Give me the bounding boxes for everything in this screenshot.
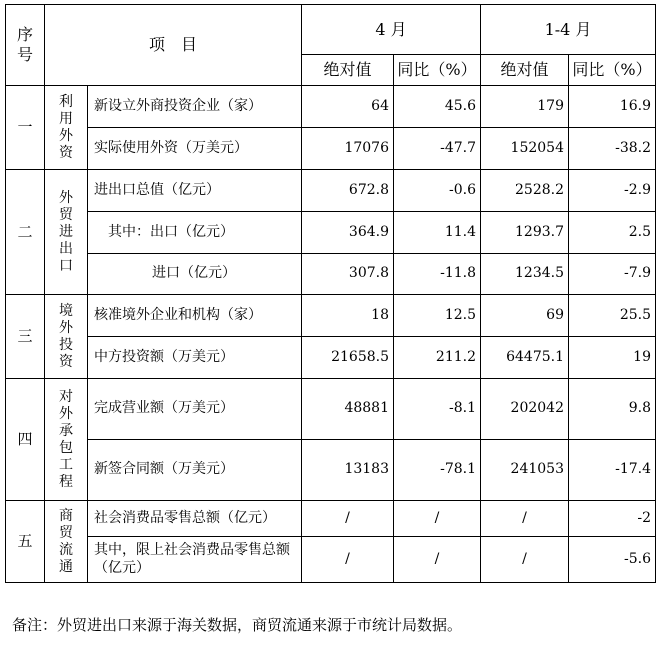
item-header: 项 目 — [45, 5, 302, 86]
ytd-abs-cell: 1234.5 — [481, 254, 569, 295]
table-row — [6, 295, 656, 337]
april-abs-cell: 13183 — [302, 440, 394, 501]
category-char: 程 — [59, 473, 73, 490]
april-abs-cell: 18 — [302, 295, 394, 337]
april-yoy-cell: 11.4 — [394, 212, 481, 254]
ytd-yoy-cell: -38.2 — [569, 128, 656, 170]
category-char: 外 — [59, 189, 73, 206]
april-yoy-cell: / — [394, 501, 481, 537]
category-char: 承 — [59, 422, 73, 439]
header-row-1 — [6, 5, 656, 55]
table-row — [6, 170, 656, 212]
category-char: 贸 — [59, 206, 73, 223]
statistics-table-container — [5, 4, 656, 583]
seq-header-char: 序 — [16, 25, 33, 44]
item-name-cell: 完成营业额（万美元） — [88, 379, 302, 440]
item-name-cell: 新设立外商投资企业（家） — [88, 86, 302, 128]
category-char: 出 — [59, 240, 73, 257]
group-seq-cell: 一 — [6, 86, 45, 170]
category-char: 资 — [59, 353, 73, 370]
group-seq-cell: 二 — [6, 170, 45, 295]
april-abs-cell: 17076 — [302, 128, 394, 170]
statistics-table — [5, 4, 656, 583]
ytd-yoy-cell: 2.5 — [569, 212, 656, 254]
april-yoy-cell: -47.7 — [394, 128, 481, 170]
category-char: 利 — [59, 93, 73, 110]
ytd-abs-cell: 179 — [481, 86, 569, 128]
april-yoy-cell: 211.2 — [394, 337, 481, 379]
april-abs-cell: 364.9 — [302, 212, 394, 254]
category-char: 商 — [59, 507, 73, 524]
group-seq-cell: 五 — [6, 501, 45, 583]
table-row — [6, 212, 656, 254]
category-char: 外 — [59, 319, 73, 336]
april-yoy-cell: -8.1 — [394, 379, 481, 440]
footnote: 备注：外贸进出口来源于海关数据，商贸流通来源于市统计局数据。 — [12, 616, 463, 634]
ytd-abs-cell: / — [481, 501, 569, 537]
ytd-abs-cell: 202042 — [481, 379, 569, 440]
table-row — [6, 379, 656, 440]
table-row — [6, 440, 656, 501]
ytd-yoy-cell: -2.9 — [569, 170, 656, 212]
ytd-abs-cell: 64475.1 — [481, 337, 569, 379]
item-name-cell: 新签合同额（万美元） — [88, 440, 302, 501]
ytd-yoy-cell: -17.4 — [569, 440, 656, 501]
table-row — [6, 501, 656, 537]
ytd-yoy-cell: 9.8 — [569, 379, 656, 440]
april-yoy-header: 同比（%） — [394, 55, 481, 86]
ytd-yoy-cell: 16.9 — [569, 86, 656, 128]
item-name-cell: 进口（亿元） — [88, 254, 302, 295]
april-yoy-cell: 12.5 — [394, 295, 481, 337]
category-char: 对 — [59, 388, 73, 405]
april-abs-cell: / — [302, 537, 394, 583]
ytd-abs-cell: 69 — [481, 295, 569, 337]
april-header: 4 月 — [302, 5, 481, 55]
category-char: 工 — [59, 456, 73, 473]
item-name-cell: 核准境外企业和机构（家） — [88, 295, 302, 337]
category-char: 口 — [59, 257, 73, 274]
item-name-cell: 中方投资额（万美元） — [88, 337, 302, 379]
ytd-abs-cell: 241053 — [481, 440, 569, 501]
group-category-cell — [45, 170, 88, 295]
item-name-cell: 其中：出口（亿元） — [88, 212, 302, 254]
april-yoy-cell: -11.8 — [394, 254, 481, 295]
april-abs-cell: 21658.5 — [302, 337, 394, 379]
ytd-yoy-cell: -5.6 — [569, 537, 656, 583]
april-abs-cell: 48881 — [302, 379, 394, 440]
ytd-abs-cell: 152054 — [481, 128, 569, 170]
april-abs-cell: 64 — [302, 86, 394, 128]
category-char: 流 — [59, 541, 73, 558]
april-abs-cell: / — [302, 501, 394, 537]
seq-header-char: 号 — [16, 45, 33, 64]
group-seq-cell: 四 — [6, 379, 45, 501]
april-abs-cell: 307.8 — [302, 254, 394, 295]
item-name-cell: 实际使用外资（万美元） — [88, 128, 302, 170]
category-char: 外 — [59, 405, 73, 422]
april-yoy-cell: -0.6 — [394, 170, 481, 212]
table-row — [6, 128, 656, 170]
table-row — [6, 86, 656, 128]
category-char: 贸 — [59, 524, 73, 541]
table-row — [6, 337, 656, 379]
april-yoy-cell: / — [394, 537, 481, 583]
group-seq-cell: 三 — [6, 295, 45, 379]
jan-apr-header: 1-4 月 — [481, 5, 656, 55]
april-abs-cell: 672.8 — [302, 170, 394, 212]
april-abs-header: 绝对值 — [302, 55, 394, 86]
ytd-abs-header: 绝对值 — [481, 55, 569, 86]
category-char: 通 — [59, 558, 73, 575]
ytd-yoy-header: 同比（%） — [569, 55, 656, 86]
ytd-yoy-cell: 19 — [569, 337, 656, 379]
category-char: 资 — [59, 144, 73, 161]
category-char: 外 — [59, 127, 73, 144]
table-row — [6, 537, 656, 583]
april-yoy-cell: 45.6 — [394, 86, 481, 128]
ytd-abs-cell: / — [481, 537, 569, 583]
category-char: 用 — [59, 110, 73, 127]
table-row — [6, 254, 656, 295]
group-category-cell — [45, 86, 88, 170]
category-char: 境 — [59, 302, 73, 319]
ytd-yoy-cell: 25.5 — [569, 295, 656, 337]
ytd-abs-cell: 2528.2 — [481, 170, 569, 212]
category-char: 投 — [59, 336, 73, 353]
item-name-cell: 其中，限上社会消费品零售总额（亿元） — [88, 537, 302, 583]
seq-header — [6, 5, 45, 86]
category-char: 进 — [59, 223, 73, 240]
group-category-cell — [45, 295, 88, 379]
item-name-cell: 社会消费品零售总额（亿元） — [88, 501, 302, 537]
ytd-yoy-cell: -2 — [569, 501, 656, 537]
ytd-abs-cell: 1293.7 — [481, 212, 569, 254]
item-name-cell: 进出口总值（亿元） — [88, 170, 302, 212]
april-yoy-cell: -78.1 — [394, 440, 481, 501]
ytd-yoy-cell: -7.9 — [569, 254, 656, 295]
group-category-cell — [45, 501, 88, 583]
category-char: 包 — [59, 439, 73, 456]
group-category-cell — [45, 379, 88, 501]
